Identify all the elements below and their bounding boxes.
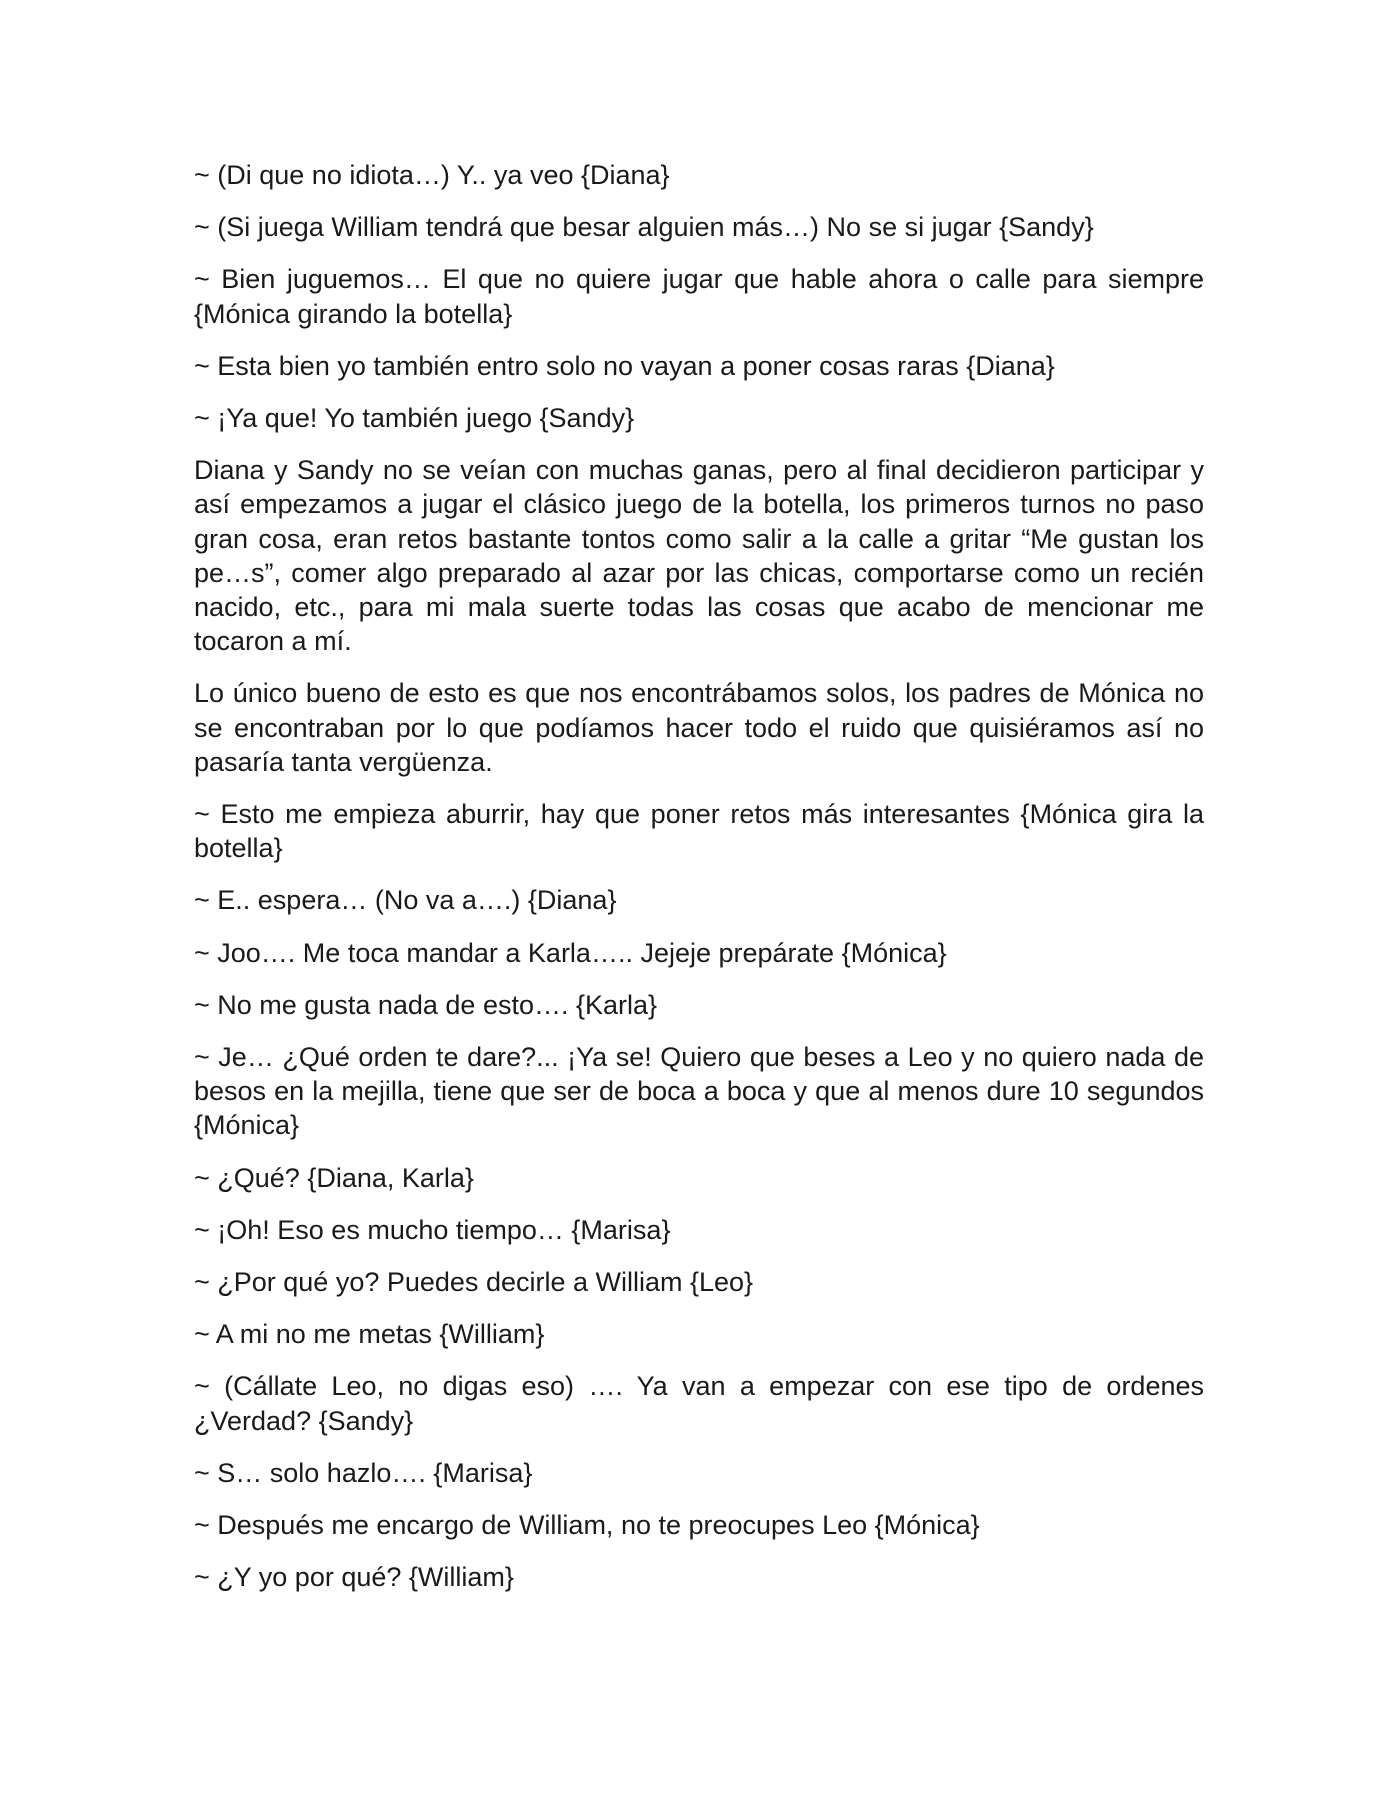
dialogue-line: ~ ¿Qué? {Diana, Karla}	[194, 1162, 474, 1193]
dialogue-line: ~ Esto me empieza aburrir, hay que poner retos más interesantes {Mónica gira la botella}	[194, 799, 1204, 864]
dialogue-line: ~ (Cállate Leo, no digas eso) …. Ya van a empezar con ese tipo de ordenes ¿Verdad? {Sandy}	[194, 1371, 1204, 1436]
dialogue-line: ~ (Di que no idiota…) Y.. ya veo {Diana}	[194, 160, 670, 190]
document-body	[194, 158, 1204, 1613]
narrative-paragraph: Diana y Sandy no se veían con muchas ganas, pero al final decidieron participar y así empezamos a jugar el clásico juego de la botella, los primeros turnos no paso gran cosa, eran retos bastante tontos como salir a la calle a gritar “Me gustan los pe…s”, comer algo preparado al azar por las chicas, comportarse como un recién nacido, etc., para mi mala suerte todas las cosas que acabo de mencionar me tocaron a mí.	[194, 455, 1204, 657]
dialogue-line: ~ A mi no me metas {William}	[194, 1319, 545, 1350]
dialogue-line: ~ ¡Ya que! Yo también juego {Sandy}	[194, 403, 635, 434]
dialogue-line: ~ Esta bien yo también entro solo no vayan a poner cosas raras {Diana}	[194, 350, 1055, 381]
dialogue-line: ~ (Si juega William tendrá que besar alguien más…) No se si jugar {Sandy}	[194, 212, 1094, 243]
dialogue-line: ~ ¿Por qué yo? Puedes decirle a William {Leo}	[194, 1267, 754, 1298]
dialogue-line: ~ Joo…. Me toca mandar a Karla….. Jejeje prepárate {Mónica}	[194, 937, 947, 968]
dialogue-line: ~ Je… ¿Qué orden te dare?... ¡Ya se! Quiero que beses a Leo y no quiero nada de besos en la mejilla, tiene que ser de boca a boca y que al menos dure 10 segundos {Mónica}	[194, 1042, 1204, 1141]
dialogue-line: ~ E.. espera… (No va a….) {Diana}	[194, 885, 617, 916]
dialogue-line: ~ Después me encargo de William, no te preocupes Leo {Mónica}	[194, 1510, 980, 1541]
dialogue-line: ~ No me gusta nada de esto…. {Karla}	[194, 989, 658, 1020]
dialogue-line: ~ ¿Y yo por qué? {William}	[194, 1562, 514, 1593]
dialogue-line: ~ S… solo hazlo…. {Marisa}	[194, 1457, 533, 1488]
dialogue-line: ~ ¡Oh! Eso es mucho tiempo… {Marisa}	[194, 1214, 671, 1245]
dialogue-line: ~ Bien juguemos… El que no quiere jugar que hable ahora o calle para siempre {Mónica girando la botella}	[194, 264, 1204, 329]
narrative-paragraph: Lo único bueno de esto es que nos encontrábamos solos, los padres de Mónica no se encontraban por lo que podíamos hacer todo el ruido que quisiéramos así no pasaría tanta vergüenza.	[194, 678, 1204, 777]
